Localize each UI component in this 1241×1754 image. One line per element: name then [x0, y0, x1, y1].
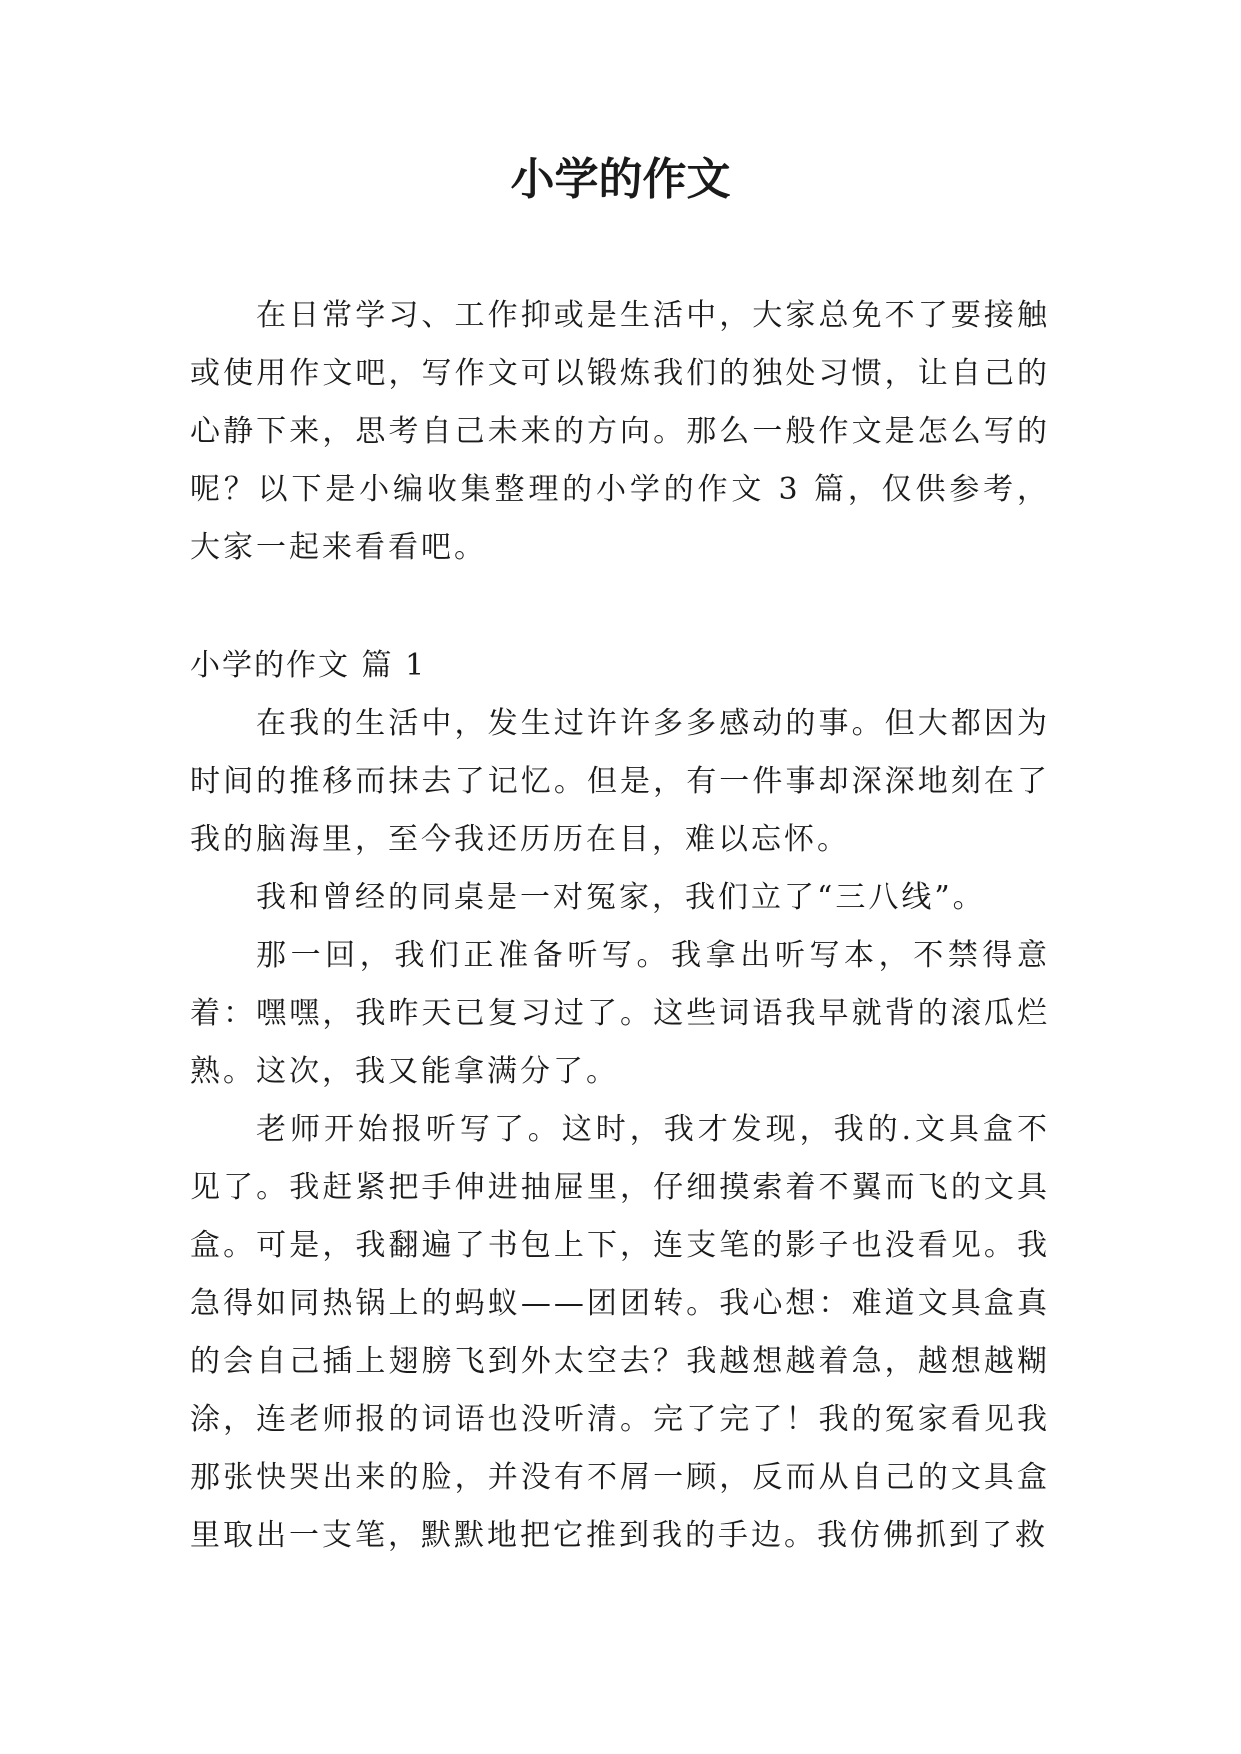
essay-paragraph-2: 我和曾经的同桌是一对冤家，我们立了“三八线”。 [256, 880, 986, 915]
intro-section [190, 287, 1050, 577]
document-title: 小学的作文 [510, 154, 731, 205]
essay-paragraph-4: 老师开始报听写了。这时，我才发现，我的.文具盒不见了。我赶紧把手伸进抽屉里，仔细摸索着不翼而飞的文具盒。可是，我翻遍了书包上下，连支笔的影子也没看见。我急得如同热锅上的蚂蚁——团团转。我心想：难道文具盒真的会自己插上翅膀飞到外太空去？我越想越着急，越想越糊涂，连老师报的词语也没听清。完了完了！我的冤家看见我那张快哭出来的脸，并没有不屑一顾，反而从自己的文具盒里取出一支笔，默默地把它推到我的手边。我仿佛抓到了救 [190, 1112, 1050, 1553]
intro-paragraph: 在日常学习、工作抑或是生活中，大家总免不了要接触或使用作文吧，写作文可以锻炼我们的独处习惯，让自己的心静下来，思考自己未来的方向。那么一般作文是怎么写的呢？以下是小编收集整理的小学的作文 3 篇，仅供参考，大家一起来看看吧。 [190, 298, 1050, 565]
essay-section [190, 637, 1050, 1565]
essay-paragraph-3: 那一回，我们正准备听写。我拿出听写本，不禁得意着：嘿嘿，我昨天已复习过了。这些词语我早就背的滚瓜烂熟。这次，我又能拿满分了。 [190, 938, 1050, 1089]
essay-paragraph-1: 在我的生活中，发生过许许多多感动的事。但大都因为时间的推移而抹去了记忆。但是，有一件事却深深地刻在了我的脑海里，至今我还历历在目，难以忘怀。 [190, 706, 1050, 857]
section-heading: 小学的作文 篇 1 [190, 648, 427, 683]
